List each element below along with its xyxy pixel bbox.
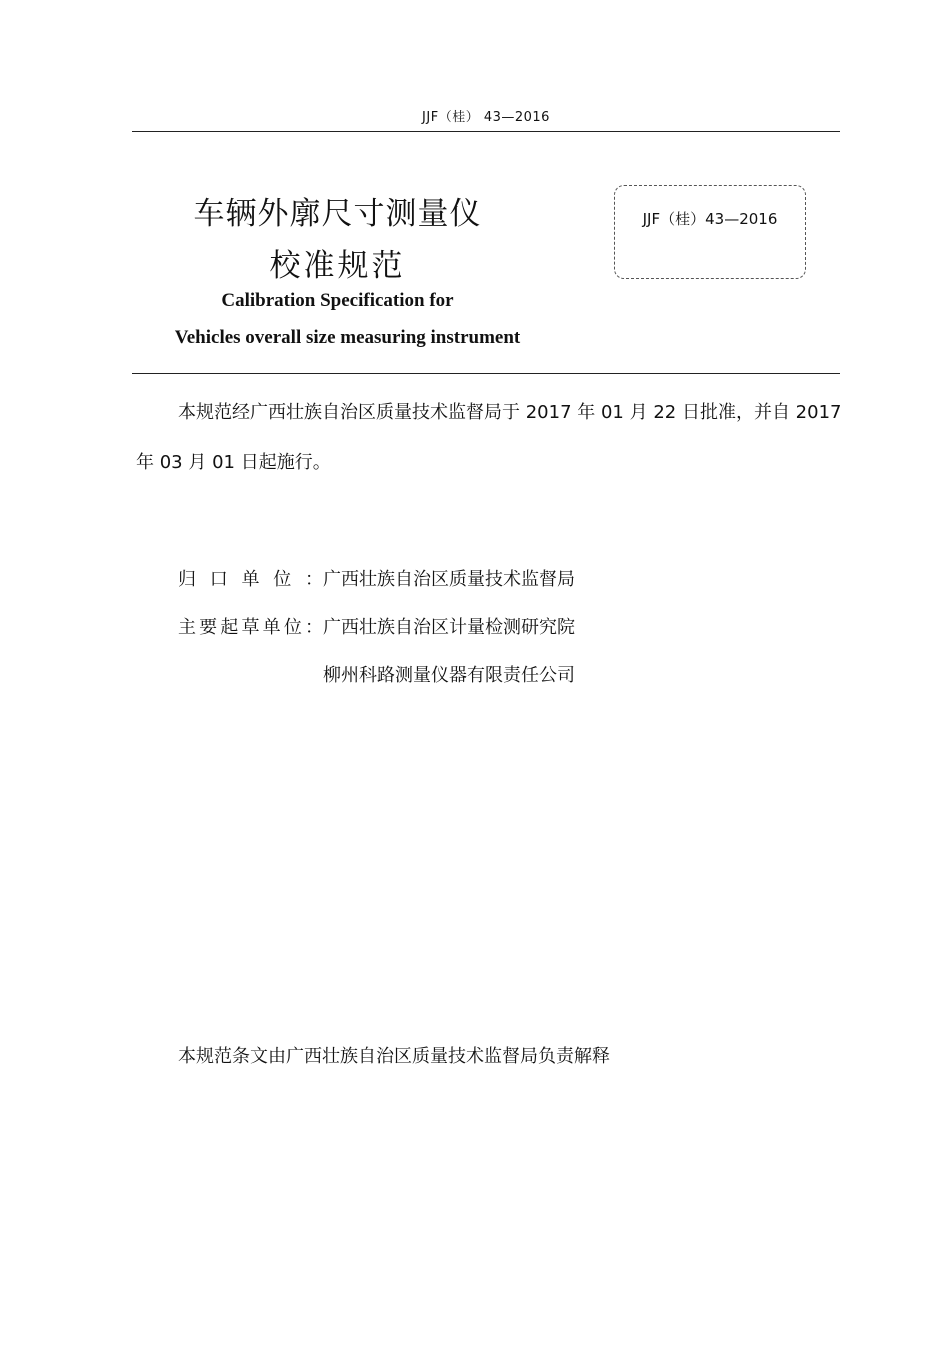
drafting-unit-row-2 (178, 661, 575, 687)
drafting-unit-label: 主要起草单位： (178, 617, 323, 638)
drafting-unit-value-2: 柳州科路测量仪器有限责任公司 (323, 665, 575, 686)
header-document-code: JJF（桂） 43—2016 (422, 110, 550, 125)
responsible-unit-row (178, 565, 575, 591)
drafting-unit-value-1: 广西壮族自治区计量检测研究院 (323, 617, 575, 638)
document-code-box (614, 185, 806, 279)
title-english-line-1: Calibration Specification for (221, 290, 454, 311)
document-code-box-text: JJF（桂）43—2016 (642, 210, 778, 228)
responsible-unit-value: 广西壮族自治区质量技术监督局 (323, 569, 575, 590)
title-chinese-line-1: 车辆外廓尺寸测量仪 (193, 196, 482, 232)
title-divider (132, 373, 840, 374)
drafting-unit-row (178, 613, 575, 639)
header-divider (132, 131, 840, 132)
responsible-unit-label: 归口单位： (178, 569, 323, 590)
approval-statement: 本规范经广西壮族自治区质量技术监督局于 2017 年 01 月 22 日批准，并自 2017 年 03 月 01 日起施行。 (136, 402, 842, 473)
title-chinese-line-2: 校准规范 (269, 248, 406, 284)
interpretation-statement: 本规范条文由广西壮族自治区质量技术监督局负责解释 (178, 1046, 610, 1067)
title-english-line-2: Vehicles overall size measuring instrument (174, 327, 521, 348)
